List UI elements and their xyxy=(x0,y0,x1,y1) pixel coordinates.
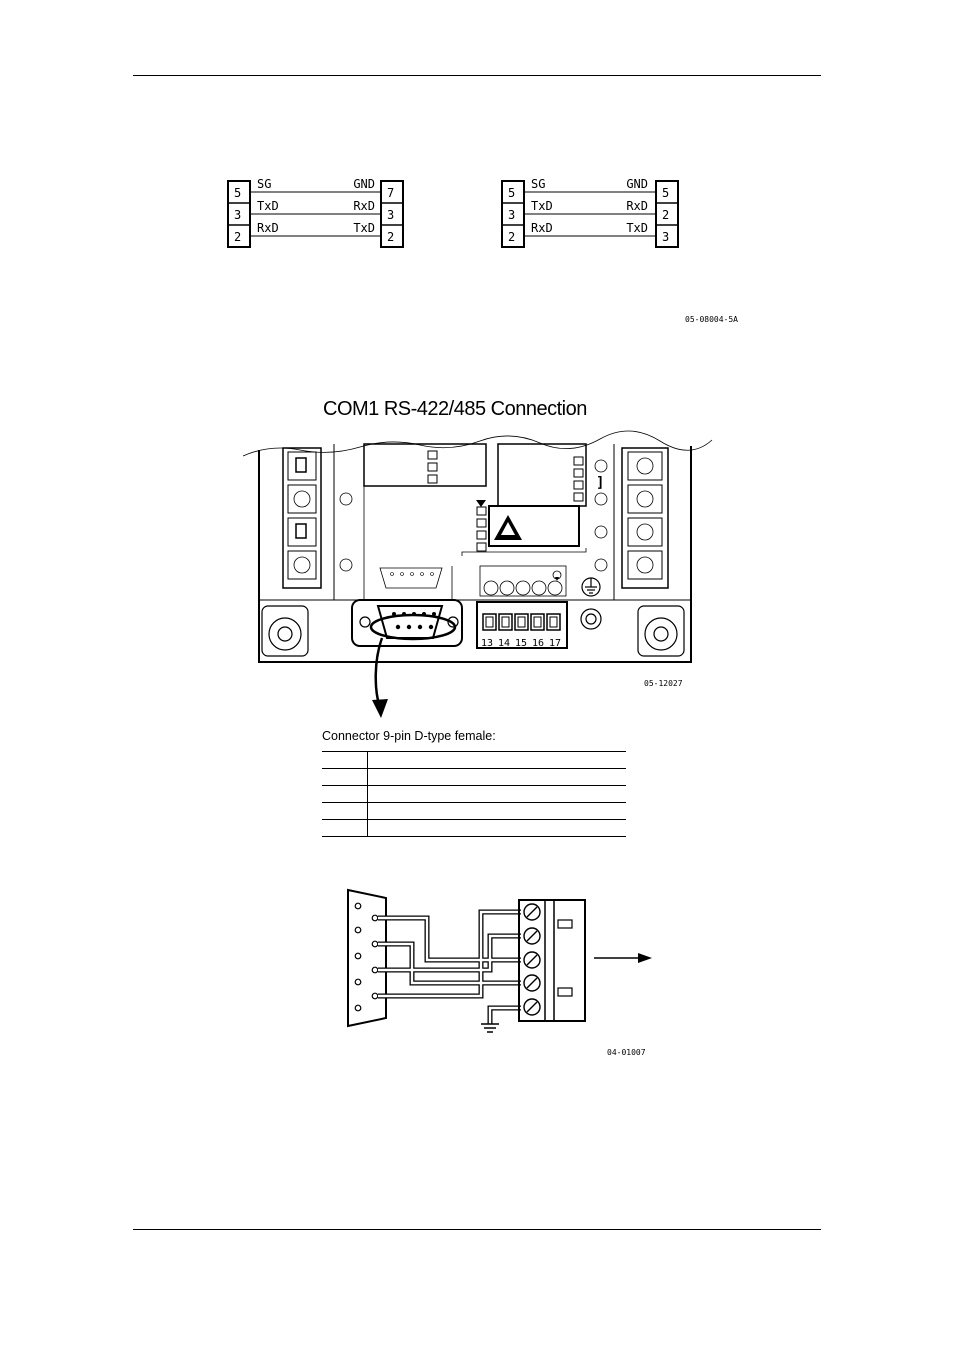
cable-right-sig-r2: RxD xyxy=(626,199,648,213)
pin-table-row xyxy=(322,820,626,837)
cable-left-sig-l2: TxD xyxy=(257,199,279,213)
terminal-number-17: 17 xyxy=(549,638,562,649)
pin-table-row xyxy=(322,751,626,769)
cable-left-pin-r1: 7 xyxy=(387,186,395,200)
svg-text:]: ] xyxy=(596,475,605,491)
board-drawing xyxy=(0,430,954,730)
figure-id-board: 05-12027 xyxy=(644,679,683,688)
pin-table-row xyxy=(322,803,626,820)
wiring-diagram xyxy=(0,880,954,1070)
cable-right-pin-r2: 2 xyxy=(662,208,670,222)
cable-right-sig-l2: TxD xyxy=(531,199,553,213)
cable-left-pin-l3: 2 xyxy=(234,230,242,244)
cable-left xyxy=(228,177,403,247)
cable-right-pin-l2: 3 xyxy=(508,208,516,222)
pin-table xyxy=(322,751,626,837)
terminal-number-14: 14 xyxy=(498,638,511,649)
cable-right-pin-l3: 2 xyxy=(508,230,516,244)
cable-left-pin-l1: 5 xyxy=(234,186,242,200)
cable-left-sig-r3: TxD xyxy=(353,221,375,235)
cable-right-sig-l3: RxD xyxy=(531,221,553,235)
cable-left-pin-l2: 3 xyxy=(234,208,242,222)
cable-right xyxy=(502,177,678,247)
cable-right-sig-r1: GND xyxy=(626,177,648,191)
cable-left-pin-r2: 3 xyxy=(387,208,395,222)
footer-rule xyxy=(133,1229,821,1230)
cable-right-pin-r3: 3 xyxy=(662,230,670,244)
cable-left-sig-l3: RxD xyxy=(257,221,279,235)
pin-table-row xyxy=(322,786,626,803)
cable-left-sig-r2: RxD xyxy=(353,199,375,213)
connector-caption: Connector 9-pin D-type female: xyxy=(322,729,496,743)
pin-table-row xyxy=(322,769,626,786)
cable-diagrams xyxy=(0,0,954,340)
cable-left-sig-r1: GND xyxy=(353,177,375,191)
com1-title: COM1 RS-422/485 Connection xyxy=(323,398,587,420)
cable-right-pin-l1: 5 xyxy=(508,186,516,200)
terminal-number-16: 16 xyxy=(532,638,545,649)
cable-right-sig-l1: SG xyxy=(531,177,546,191)
figure-id-cables: 05-08004-5A xyxy=(685,315,738,324)
figure-id-wiring: 04-01007 xyxy=(607,1048,646,1057)
cable-left-sig-l1: SG xyxy=(257,177,272,191)
terminal-number-13: 13 xyxy=(481,638,494,649)
cable-right-pin-r1: 5 xyxy=(662,186,670,200)
cable-right-sig-r3: TxD xyxy=(626,221,648,235)
cable-left-pin-r3: 2 xyxy=(387,230,395,244)
terminal-number-15: 15 xyxy=(515,638,528,649)
